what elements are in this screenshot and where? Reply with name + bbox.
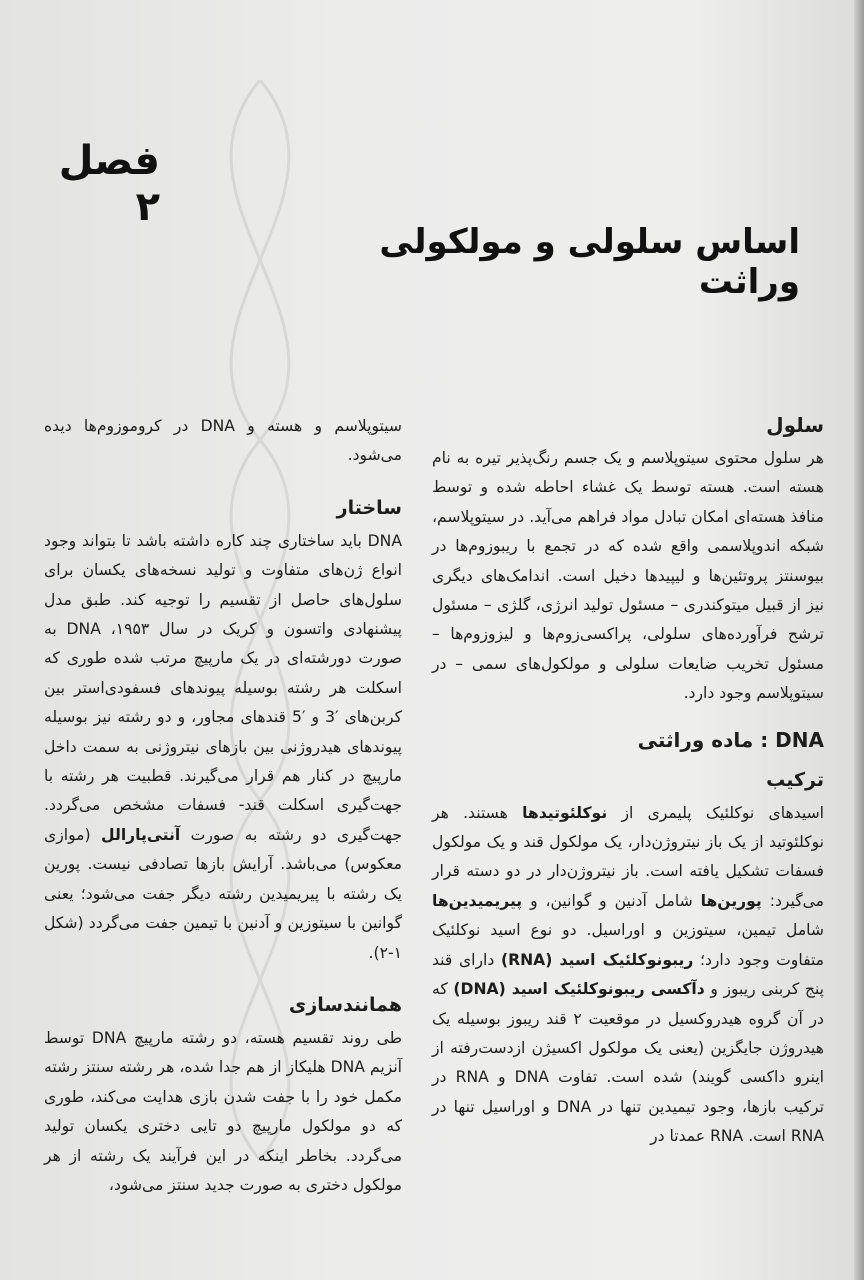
text-run: شامل آدنین و گوانین، و <box>522 891 701 910</box>
text-run: دارای قند پنج کربنی ریبوز و <box>432 950 824 999</box>
text-run: شامل تیمین، سیتوزین و اوراسیل. دو نوع اسید نوکلئیک متفاوت وجود دارد؛ <box>432 921 825 969</box>
text-run: که در آن گروه هیدروکسیل در موقعیت ۲ قند ریبوز بوسیله یک هیدروژن جایگزین (یعنی یک مولکول اکسیژن ازدست‌رفته از اینرو داکسی گویند) شده است. تفاوت DNA و RNA در ترکیب بازها، وجود تیمیدین تنها در DNA و اوراسیل تنها در RNA است. RNA عمدتا در <box>432 980 825 1146</box>
term-pyrimidines: پیریمیدین‌ها <box>432 891 523 910</box>
structure-paragraph <box>44 527 402 968</box>
term-dna: دآکسی ریبونوکلئیک اسید (DNA) <box>453 980 705 999</box>
dna-section-heading: DNA : ماده وراثتی <box>637 727 824 752</box>
text-run: DNA باید ساختاری چند کاره داشته باشد تا بتواند وجود انواع ژن‌های متفاوت و تولید نسخه‌های یکسان برای سلول‌های حاصل از تقسیم را توجیه کند. طبق مدل پیشنهادی واتسون و کریک در سال ۱۹۵۳، DNA به صورت دورشته‌ای در یک مارپیچ مرتب شده طوری که اسکلت هر رشته بوسیله پیوندهای فسفودی‌استر بین کربن‌های ′3 و ′5 قندهای مجاور، و دو رشته نیز بوسیله پیوندهای هیدروژنی بین بازهای نیتروژنی به سمت داخل مارپیچ در کنار هم قرار می‌گیرند. قطبیت هر رشته با جهت‌گیری اسکلت قند- فسفات مشخص می‌گردد. جهت‌گیری دو رشته به صورت <box>44 531 402 844</box>
term-purines: پورین‌ها <box>700 891 762 910</box>
replication-heading: همانندسازی <box>288 993 402 1016</box>
continuation-paragraph: سیتوپلاسم و هسته و DNA در کروموزوم‌ها دیده می‌شود. <box>44 417 402 465</box>
term-nucleotides: نوکلئوتیدها <box>522 803 608 822</box>
composition-paragraph <box>432 799 824 1152</box>
chapter-title: اساس سلولی و مولکولی وراثت <box>379 222 800 302</box>
text-run: هستند. هر نوکلئوتید از یک باز نیتروژن‌دار، یک مولکول قند و یک مولکول فسفات تشکیل یافته است. باز نیتروژن‌دار در دو دسته قرار می‌گیرد: <box>432 803 824 910</box>
cell-paragraph: هر سلول محتوی سیتوپلاسم و یک جسم رنگ‌پذیر تیره به نام هسته است. هسته توسط یک غشاء احاطه شده و توسط منافذ هسته‌ای امکان تبادل مواد فراهم می‌آید. در سیتوپلاسم، شبکه اندوپلاسمی واقع شده که در تجمع با ریبوزوم‌ها در بیوسنتز پروتئین‌ها و لیپیدها دخیل است. اندامک‌های دیگری نیز از قبیل میتوکندری – مسئول تولید انرژی، گلژی – مسئول ترشح فرآورده‌های سلولی، پراکسی‌زوم‌ها و لیزوزوم‌ها – مسئول تخریب ضایعات سلولی و مولکول‌های سمی – در سیتوپلاسم وجود دارد. <box>432 449 824 703</box>
term-rna: ریبونوکلئیک اسید (RNA) <box>500 950 694 969</box>
right-column <box>432 408 824 1152</box>
term-antiparallel: آنتی‌پارالل <box>101 825 181 844</box>
cell-heading: سلول <box>766 413 824 437</box>
text-run: (موازی معکوس) می‌باشد. آرایش بازها تصادفی نیست. پورین یک رشته با پیریمیدین رشته دیگر جفت می‌شود؛ یعنی گوانین با سیتوزین و آدنین با تیمین جفت می‌گردد (شکل ۱-۲). <box>44 825 402 962</box>
left-column <box>44 412 402 1200</box>
text-run: اسیدهای نوکلئیک پلیمری از <box>607 803 824 822</box>
composition-heading: ترکیب <box>766 768 824 791</box>
structure-heading: ساختار <box>336 496 402 519</box>
replication-paragraph: طی روند تقسیم هسته، دو رشته مارپیچ DNA توسط آنزیم DNA هلیکاز از هم جدا شده، هر رشته سنتز رشته مکمل خود را با جفت شدن بازی هدایت می‌کند، طوری که دو مولکول مارپیچ دو تایی دختری یکسان تولید می‌گردد. بخاطر اینکه در این فرآیند یک رشته از هر مولکول دختری به صورت جدید سنتز می‌شود، <box>44 1028 402 1194</box>
page-edge-shadow <box>854 0 864 1280</box>
chapter-number: فصل ۲ <box>58 138 160 230</box>
